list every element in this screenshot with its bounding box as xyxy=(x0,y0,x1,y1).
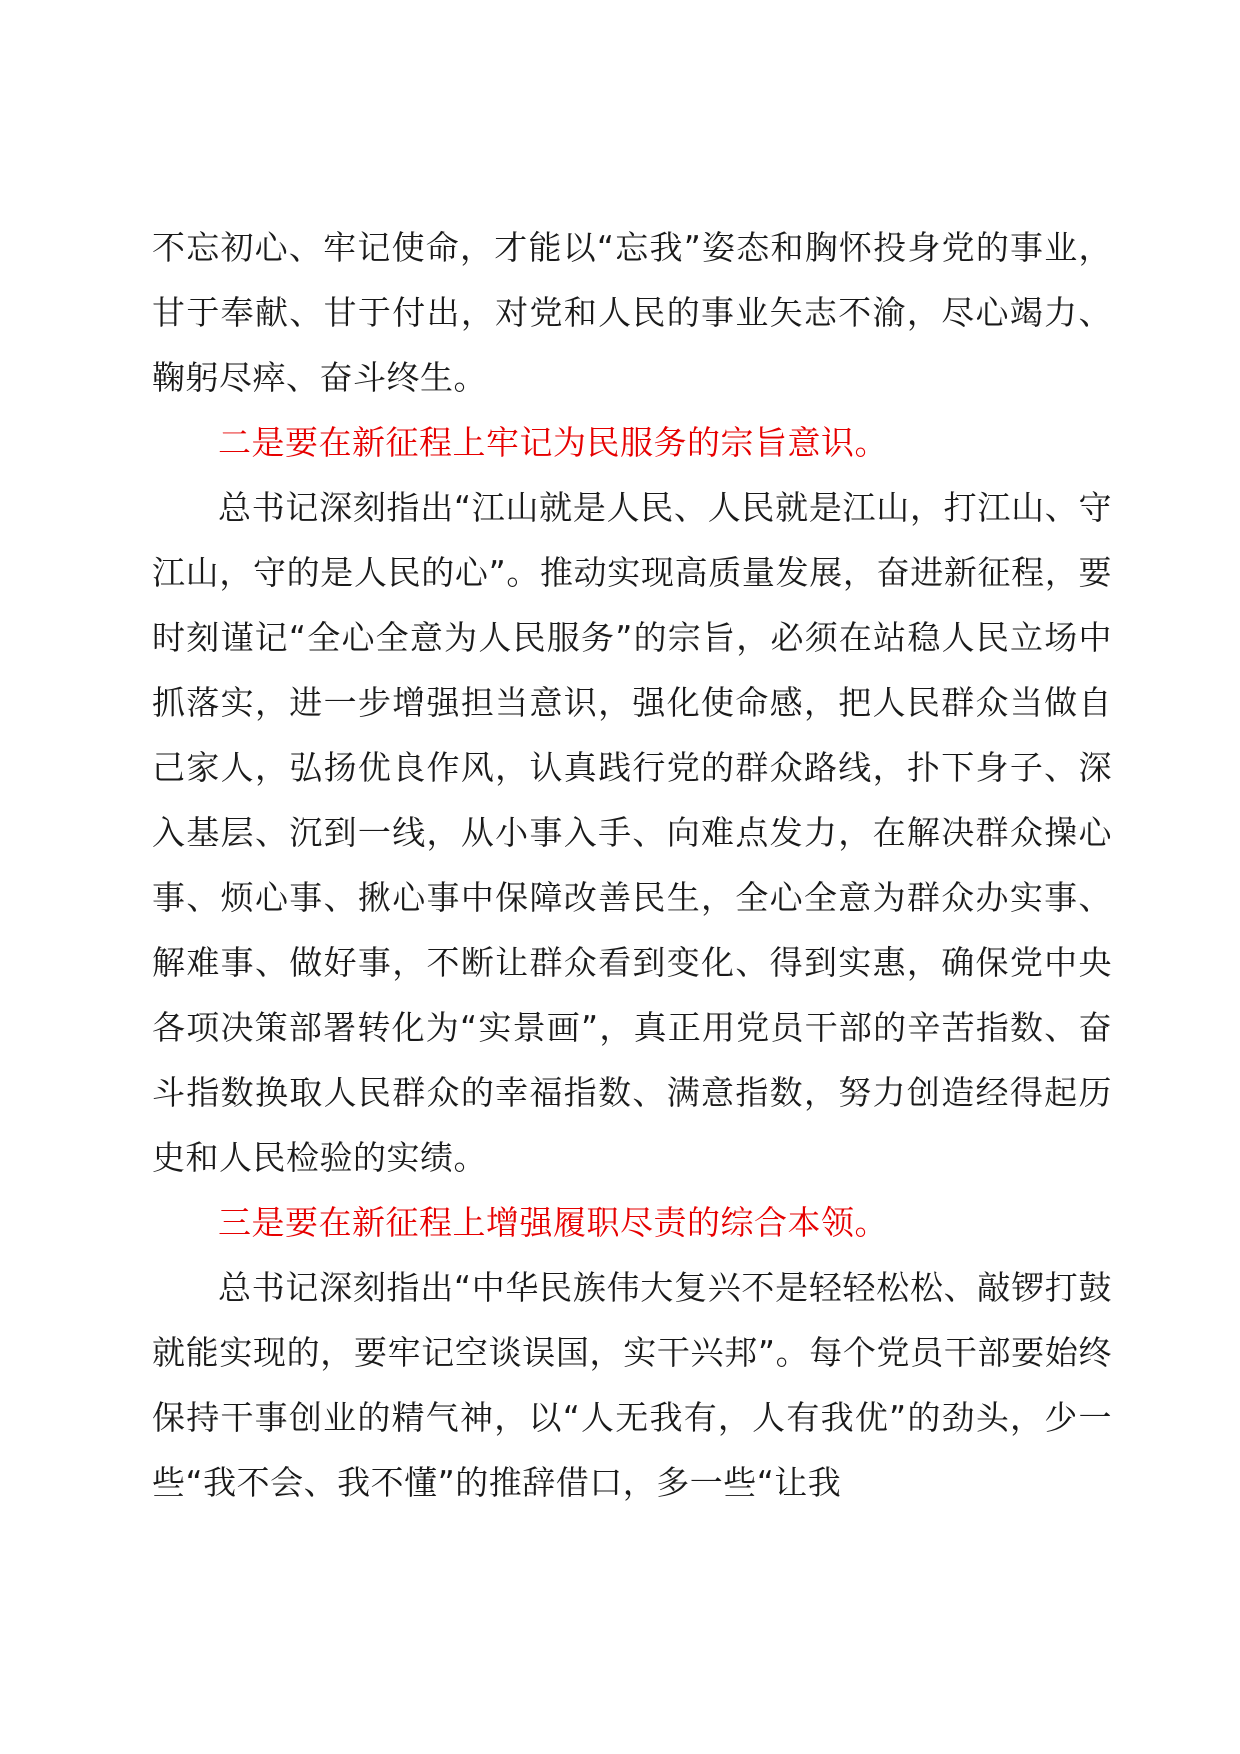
document-body xyxy=(152,215,1112,1515)
section-heading-2: 二是要在新征程上牢记为民服务的宗旨意识。 xyxy=(218,423,888,462)
paragraph-section-3: 总书记深刻指出“中华民族伟大复兴不是轻轻松松、敲锣打鼓就能实现的，要牢记空谈误国，实干兴邦”。每个党员干部要始终保持干事创业的精气神，以“人无我有，人有我优”的劲头，少一些“我不会、我不懂”的推辞借口，多一些“让我 xyxy=(152,1268,1112,1502)
section-heading-3: 三是要在新征程上增强履职尽责的综合本领。 xyxy=(218,1203,888,1242)
paragraph-section-2: 总书记深刻指出“江山就是人民、人民就是江山，打江山、守江山，守的是人民的心”。推动实现高质量发展，奋进新征程，要时刻谨记“全心全意为人民服务”的宗旨，必须在站稳人民立场中抓落实，进一步增强担当意识，强化使命感，把人民群众当做自己家人，弘扬优良作风，认真践行党的群众路线，扑下身子、深入基层、沉到一线，从小事入手、向难点发力，在解决群众操心事、烦心事、揪心事中保障改善民生，全心全意为群众办实事、解难事、做好事，不断让群众看到变化、得到实惠，确保党中央各项决策部署转化为“实景画”，真正用党员干部的辛苦指数、奋斗指数换取人民群众的幸福指数、满意指数，努力创造经得起历史和人民检验的实绩。 xyxy=(152,488,1112,1177)
paragraph-continuation: 不忘初心、牢记使命，才能以“忘我”姿态和胸怀投身党的事业，甘于奉献、甘于付出，对党和人民的事业矢志不渝，尽心竭力、鞠躬尽瘁、奋斗终生。 xyxy=(152,228,1112,397)
